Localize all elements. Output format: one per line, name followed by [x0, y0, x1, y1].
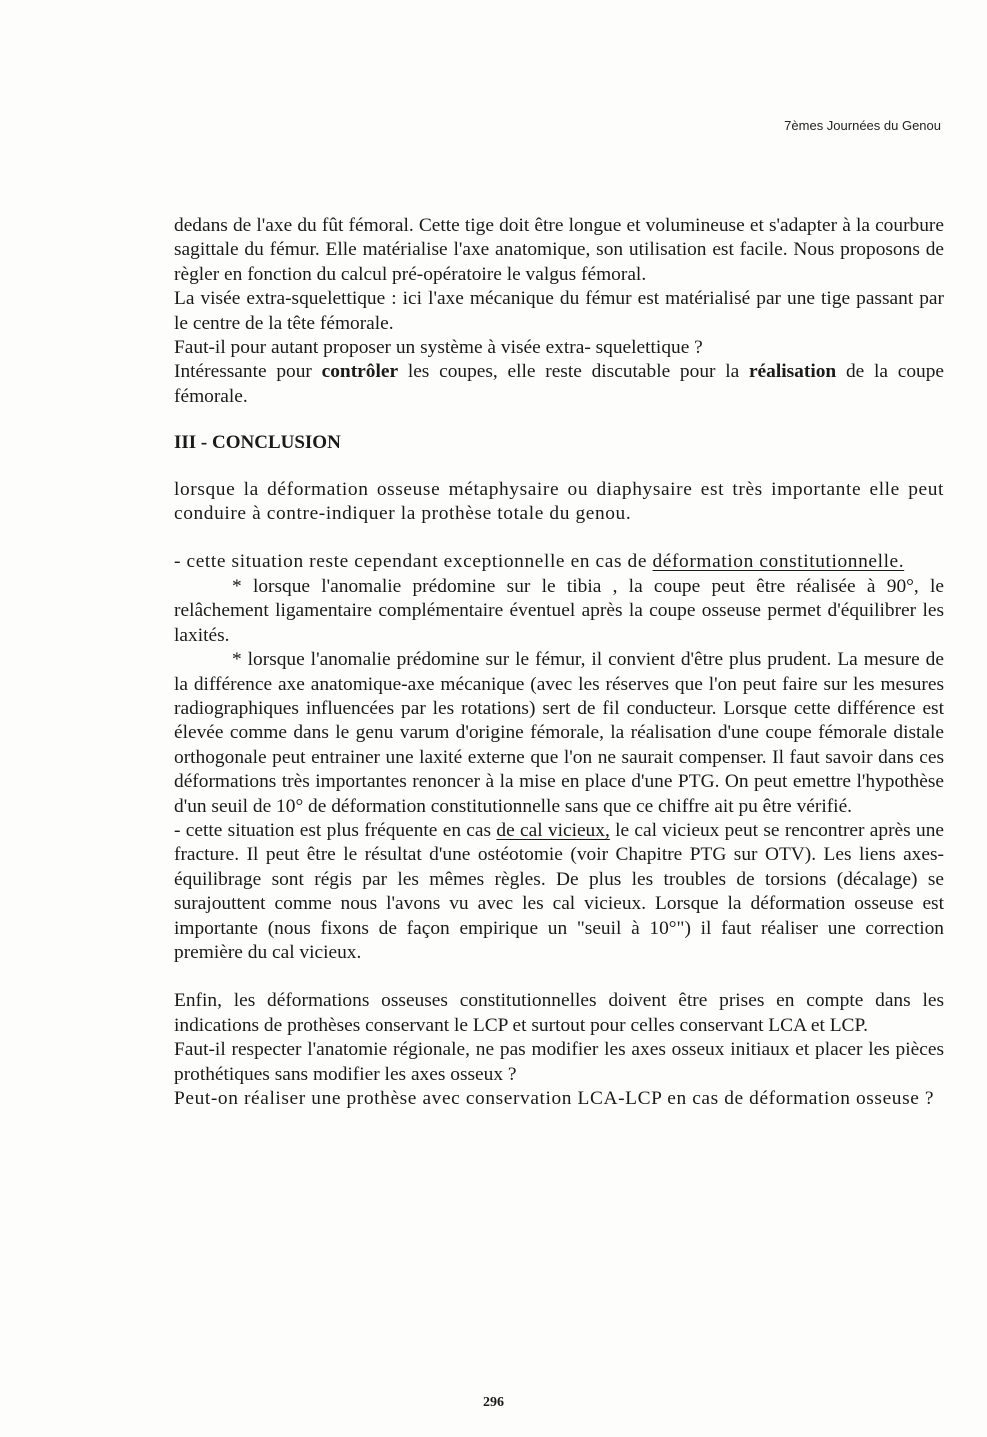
bold-term-controler: contrôler — [321, 361, 399, 383]
paragraph-constitutional — [174, 550, 944, 574]
text-run: Intéressante pour — [174, 361, 322, 383]
page-number: 296 — [483, 1395, 504, 1410]
running-header: 7èmes Journées du Genou — [784, 118, 941, 133]
paragraph-tibia: * lorsque l'anomalie prédomine sur le tibia , la coupe peut être réalisée à 90°, le relâchement ligamentaire complémentaire éventuel après la coupe osseuse permet d'équilibrer les laxités. — [174, 575, 944, 646]
paragraph-femur: * lorsque l'anomalie prédomine sur le fémur, il convient d'être plus prudent. La mesure de la différence axe anatomique-axe mécanique (avec les réserves que l'on peut faire sur les mesures radiographiques influencées par les rotations) sert de fil conducteur. Lorsque cette différence est élevée comme dans le genu varum d'origine fémorale, la réalisation d'une coupe fémorale distale orthogonale peut entrainer une laxité externe que l'on ne saurait compenser. Il faut savoir dans ces déformations très importantes renoncer à la mise en place d'une PTG. On peut emettre l'hypothèse d'un seuil de 10° de déformation constitutionnelle sans que ce chiffre ait pu être vérifié. — [174, 649, 944, 817]
text-run: de la coupe fémorale. — [174, 361, 945, 407]
paragraph-question-lca-lcp: Peut-on réaliser une prothèse avec conservation LCA-LCP en cas de déformation osseuse ? — [174, 1088, 935, 1109]
page-body — [174, 214, 944, 1111]
underlined-term-cal-vicieux: de cal vicieux, — [496, 819, 610, 841]
section-heading: III - CONCLUSION — [174, 432, 341, 454]
paragraph-femoral-stem: dedans de l'axe du fût fémoral. Cette tige doit être longue et volumineuse et s'adapter à la courbure sagittale du fémur. Elle matérialise l'axe anatomique, son utilisation est facile. Nous proposons de règler en fonction du calcul pré-opératoire le valgus fémoral. — [174, 215, 944, 285]
paragraph-malunion — [174, 819, 944, 965]
paragraph-interest — [174, 360, 944, 409]
paragraph-question-extra-skeletal: Faut-il pour autant proposer un système à visée extra- squelettique ? — [174, 337, 703, 359]
paragraph-indications: Enfin, les déformations osseuses constitutionnelles doivent être prises en compte dans les indications de prothèses conservant le LCP et surtout pour celles conservant LCA et LCP. — [174, 990, 944, 1036]
paragraph-conclusion-intro: lorsque la déformation osseuse métaphysaire ou diaphysaire est très importante elle peut conduire à contre-indiquer la prothèse totale du genou. — [174, 478, 944, 525]
paragraph-extra-skeletal: La visée extra-squelettique : ici l'axe mécanique du fémur est matérialisé par une tige passant par le centre de la tête fémorale. — [174, 288, 944, 334]
text-run: les coupes, elle reste discutable pour la — [398, 361, 749, 383]
bold-term-realisation: réalisation — [748, 361, 837, 383]
paragraph-question-anatomy: Faut-il respecter l'anatomie régionale, ne pas modifier les axes osseux initiaux et placer les pièces prothétiques sans modifier les axes osseux ? — [174, 1039, 944, 1085]
text-run: le cal vicieux peut se rencontrer après une fracture. Il peut être le résultat d'une ostéotomie (voir Chapitre PTG sur OTV). Les liens axes-équilibrage sont régis par les mêmes règles. De plus les troubles de torsions (décalage) se surajouttent comme nous l'avons vu avec les cal vicieux. Lorsque la déformation osseuse est importante (nous fixons de façon empirique un "seuil à 10°") il faut réaliser une correction première du cal vicieux. — [174, 819, 944, 963]
text-run: - cette situation est plus fréquente en cas — [174, 819, 497, 841]
underlined-term-deformation: déformation constitutionnelle. — [652, 551, 905, 573]
text-run: - cette situation reste cependant exceptionnelle en cas de — [174, 551, 653, 573]
